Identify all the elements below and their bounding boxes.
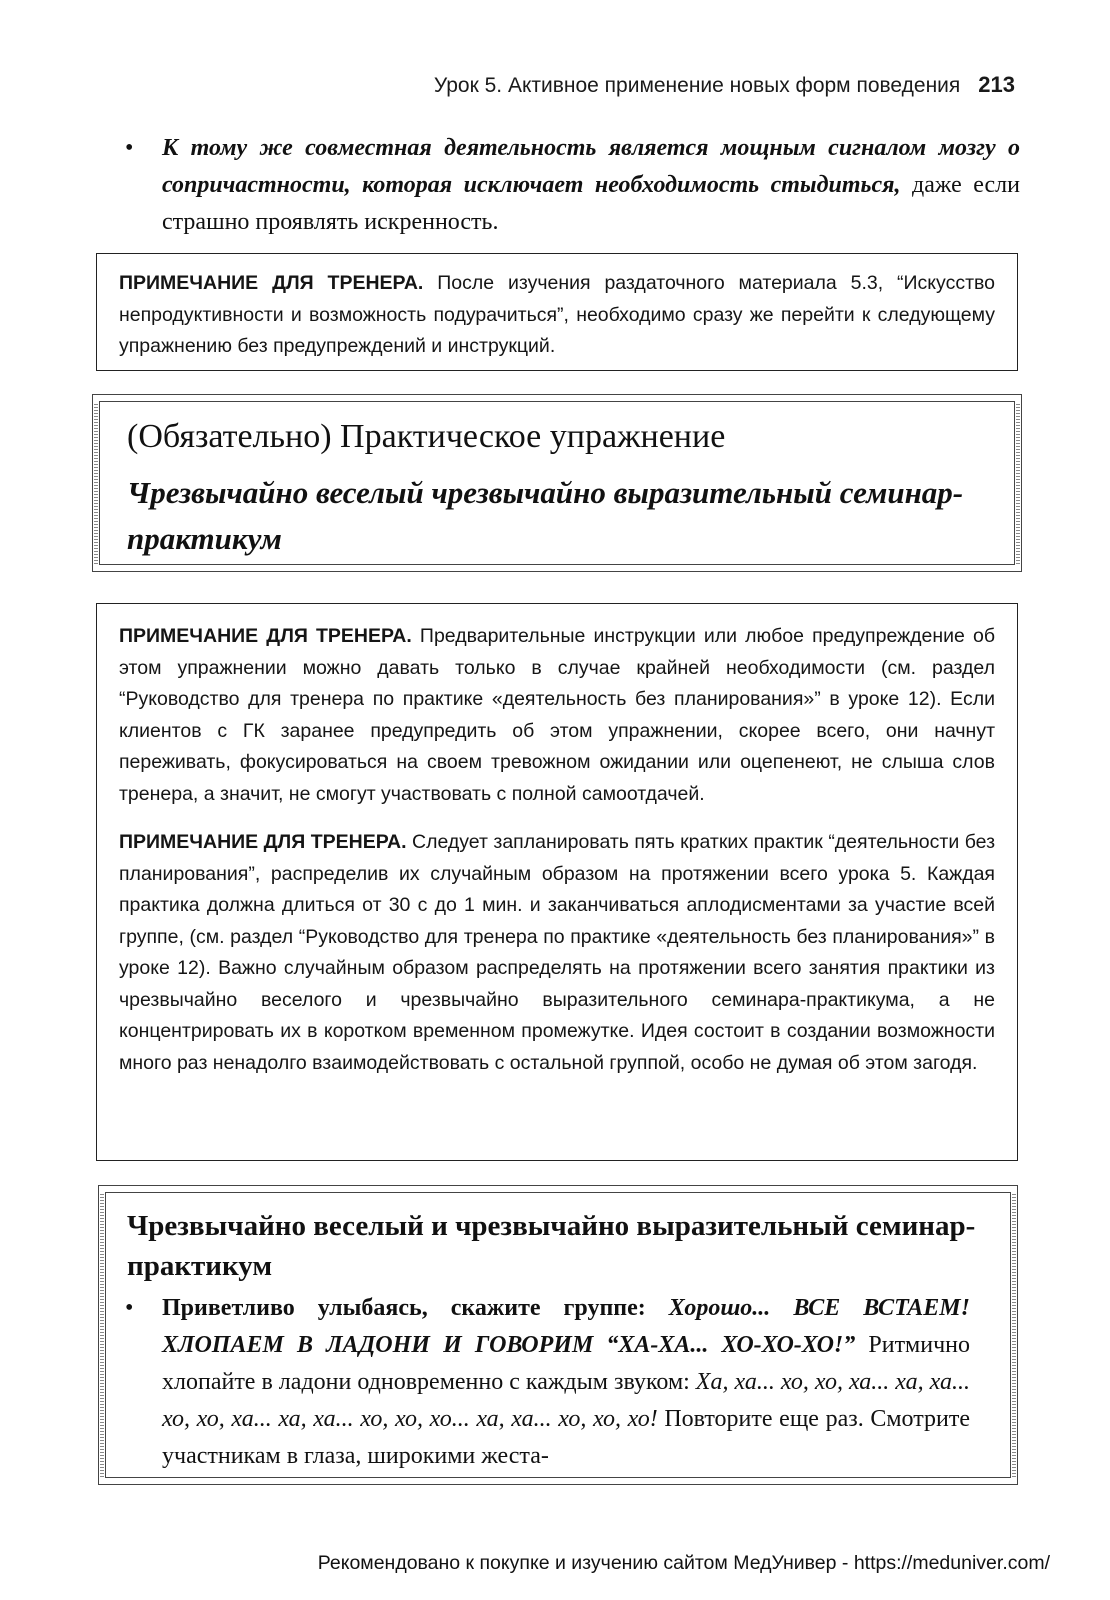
note-text: Предварительные инструкции или любое предупреждение об этом упражнении можно давать только в случае крайней необходимости (см. раздел “Руководство для тренера по практике «деятельность без планирования»” в уроке 12). Если клиентов с ГК заранее предупредить об этом упражнении, скорее всего, они начнут переживать, фокусироваться на своем тревожном ожидании или оцепенеют, не слыша слов тренера, а значит, не смогут участвовать с полной самоотдачей. — [119, 625, 995, 805]
seminar-title: Чрезвычайно веселый и чрезвычайно выразительный семинар-практикум — [127, 1210, 976, 1282]
seminar-bullet — [125, 1290, 970, 1475]
intro-emphasis: К тому же совместная деятельность является мощным сигналом мозгу о сопричастности, которая исключает необходимость стыдиться, — [162, 135, 1020, 198]
intro-regular: даже если страшно проявлять искренность. — [162, 172, 1020, 235]
bullet-instruction: Ритмично хлопайте в ладони одновременно с каждым звуком: — [162, 1332, 971, 1395]
trainer-notes-box — [96, 603, 1018, 1161]
intro-bullet — [125, 130, 1020, 241]
chapter-title: Урок 5. Активное применение новых форм поведения — [433, 74, 961, 97]
exercise-subtitle: Чрезвычайно веселый чрезвычайно выразительный семинар-практикум — [127, 475, 964, 556]
note-label: ПРИМЕЧАНИЕ ДЛЯ ТРЕНЕРА. — [119, 272, 424, 294]
bullet-tail: Повторите еще раз. Смотрите участникам в глаза, широкими жеста- — [162, 1406, 970, 1469]
trainer-note — [119, 268, 995, 363]
note-label: ПРИМЕЧАНИЕ ДЛЯ ТРЕНЕРА. — [119, 625, 412, 647]
running-header — [345, 72, 1015, 98]
bullet-icon: • — [125, 135, 134, 161]
bullet-lead: Приветливо улыбаясь, скажите группе: — [162, 1295, 646, 1321]
trainer-note-box — [96, 253, 1018, 371]
trainer-note — [119, 827, 995, 1079]
note-text: Следует запланировать пять кратких практик “деятельности без планирования”, распределив их случайным образом на протяжении всего урока 5. Каждая практика должна длиться от 30 с до 1 мин. и заканчиваться аплодисментами за участие всей группе, (см. раздел “Руководство для тренера по практике «деятельность без планирования»” в уроке 12). Важно случайным образом распределять на протяжении всего занятия практики из чрезвычайно веселого и чрезвычайно выразительного семинара-практикума, а не концентрировать их в коротком временном промежутке. Идея состоит в создании возможности много раз ненадолго взаимодействовать с остальной группой, особо не думая об этом загодя. — [119, 831, 996, 1074]
exercise-title: (Обязательно) Практическое упражнение — [127, 418, 726, 455]
note-text: После изучения раздаточного материала 5.3, “Искусство непродуктивности и возможность подурачиться”, необходимо сразу же перейти к следующему упражнению без предупреждений и инструкций. — [119, 272, 996, 357]
bullet-icon: • — [125, 1295, 134, 1321]
trainer-note — [119, 621, 995, 810]
note-label: ПРИМЕЧАНИЕ ДЛЯ ТРЕНЕРА. — [119, 831, 407, 853]
footer-watermark: Рекомендовано к покупке и изучению сайтом МедУнивер - https://meduniver.com/ — [317, 1552, 1050, 1574]
bullet-quote: Хорошо... ВСЕ ВСТАЕМ! ХЛОПАЕМ В ЛАДОНИ И ГОВОРИМ “ХА-ХА... ХО-ХО-ХО!” — [162, 1295, 970, 1358]
bullet-sounds: Ха, ха... хо, хо, ха... ха, ха... хо, хо, ха... ха, ха... хо, хо, хо... ха, ха... хо, хо, хо! — [162, 1369, 970, 1432]
intro-bullet-text — [162, 130, 1020, 241]
page-number: 213 — [978, 72, 1015, 97]
seminar-bullet-text — [162, 1290, 970, 1475]
